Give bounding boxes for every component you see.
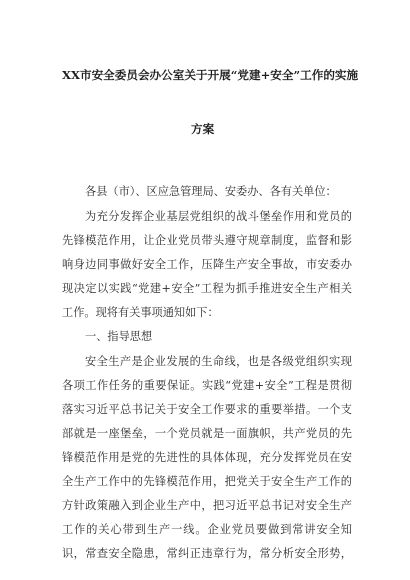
body-line: 识，常查安全隐患，常纠正违章行为，常分析安全形势，: [62, 547, 352, 560]
body-line: 响身边同事做好安全工作，压降生产安全事故，市安委办: [62, 258, 352, 271]
body-line: 安全生产是企业发展的生命线，也是各级党组织实现: [85, 355, 352, 368]
body-line: 现决定以实践“党建+安全”工程为抓手推进安全生产相关: [62, 282, 352, 295]
body-line: 工作。现将有关事项通知如下：: [62, 306, 219, 319]
document-title-line-1: XX市安全委员会办公室关于开展“党建+安全”工作的实施: [62, 68, 359, 82]
body-line: 各项工作任务的重要保证。实践“党建+安全”工程是贯彻: [62, 379, 352, 392]
body-line: 部就是一座堡垒，一个党员就是一面旗帜，共产党员的先: [62, 427, 352, 440]
body-line: 锋模范作用是党的先进性的具体体现，充分发挥党员在安: [62, 451, 352, 464]
body-line: 为充分发挥企业基层党组织的战斗堡垒作用和党员的: [85, 210, 352, 223]
section-heading: 一、指导思想: [85, 330, 153, 343]
body-line: 全生产工作中的先锋模范作用，把党关于安全生产工作的: [62, 475, 352, 488]
body-line: 落实习近平总书记关于安全工作要求的重要举措。一个支: [62, 403, 352, 416]
document-title-line-2: 方案: [191, 122, 215, 136]
body-line: 工作的关心带到生产一线。企业党员要做到常讲安全知: [62, 523, 352, 536]
body-line: 方针政策融入到企业生产中，把习近平总书记对安全生产: [62, 499, 352, 512]
salutation: 各县（市）、区应急管理局、安委办、各有关单位：: [85, 185, 337, 198]
body-line: 先锋模范作用，让企业党员带头遵守规章制度，监督和影: [62, 234, 352, 247]
